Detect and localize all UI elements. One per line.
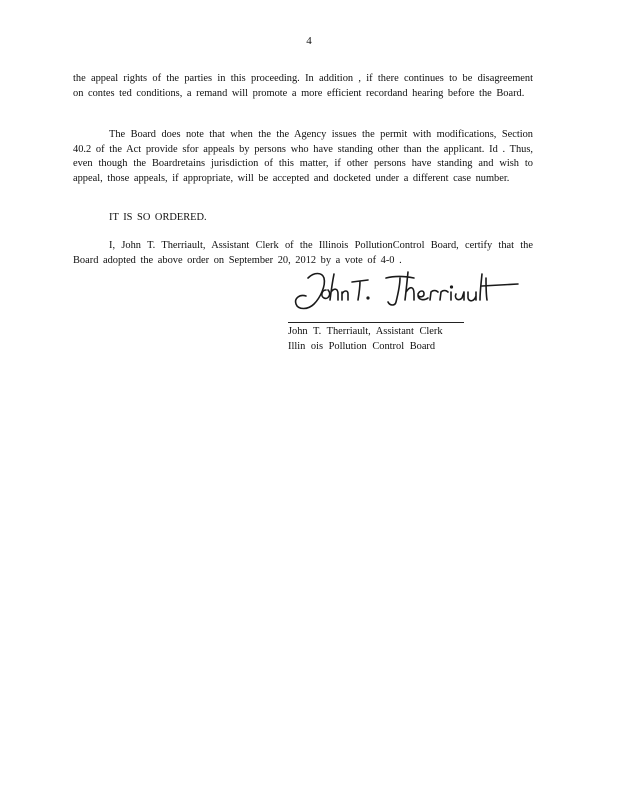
signer-name: John T. Therriault, Assistant Clerk bbox=[288, 326, 443, 337]
paragraph-board-note: The Board does note that when the the Agency issues the permit with modifications, Section 40.2 of the Act provide sfor appeals by persons who have standing other than the applicant. Id . Thus, even though the Boardretains jurisdiction of this matter, if other persons have standing and wish to appeal, those appeals, if appropriate, will be accepted and docketed under a different case number. bbox=[73, 129, 533, 184]
signature-image bbox=[286, 264, 536, 316]
page-number: 4 bbox=[306, 35, 312, 47]
signature-line bbox=[288, 322, 464, 323]
paragraph-appeal-rights: the appeal rights of the parties in this proceeding. In addition , if there continues to be disagreement on contes ted conditions, a remand will promote a more efficient recordand hearing before the Board. bbox=[73, 73, 533, 99]
paragraph-clerk-certification: I, John T. Therriault, Assistant Clerk of the Illinois PollutionControl Board, certify that the Board adopted the above order on September 20, 2012 by a vote of 4-0 . bbox=[73, 240, 533, 266]
signer-organization: Illin ois Pollution Control Board bbox=[288, 341, 436, 352]
paragraph-so-ordered: IT IS SO ORDERED. bbox=[109, 212, 207, 223]
handwritten-signature bbox=[286, 264, 536, 316]
